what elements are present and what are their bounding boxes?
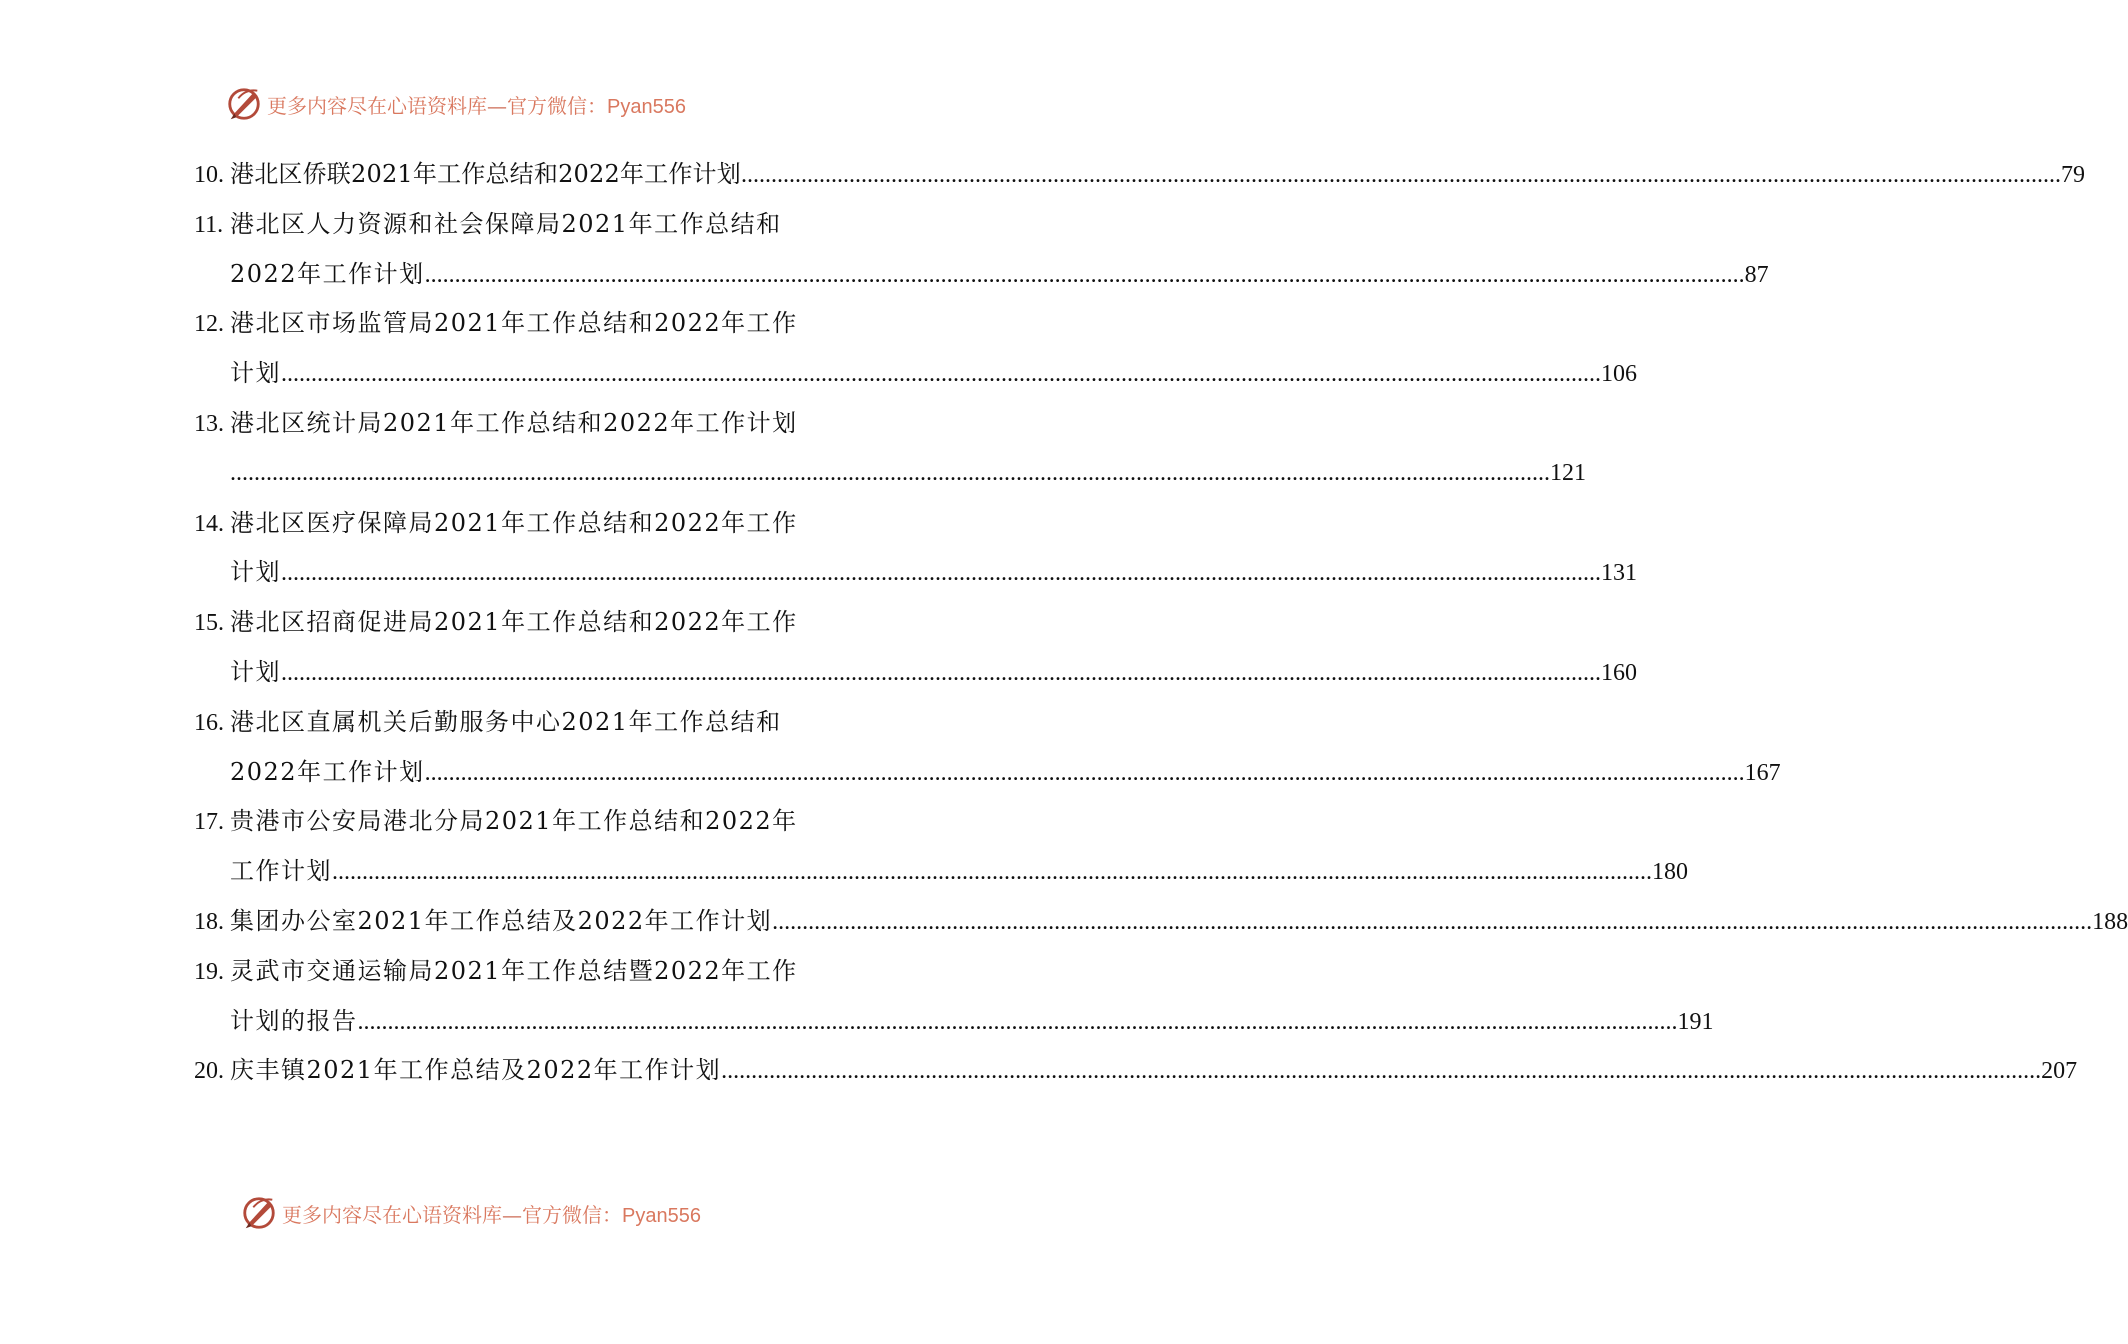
table-of-contents [194, 150, 2128, 1096]
toc-leader-dots [741, 151, 2061, 201]
toc-entry-title: 港北区侨联2021年工作总结和2022年工作计划 [230, 160, 741, 188]
footer-banner [240, 1193, 701, 1233]
toc-entry-page: 121 [1550, 459, 1586, 486]
toc-entry-18[interactable] [194, 897, 2128, 947]
header-banner [225, 84, 686, 124]
header-banner-title: 更多内容尽在心语资料库 [267, 93, 487, 118]
toc-entry-number: 19. [194, 958, 224, 985]
toc-entry-19-continuation[interactable] [194, 997, 1714, 1047]
toc-entry-number: 13. [194, 410, 224, 437]
toc-entry-title-cont: 计划 [230, 657, 281, 686]
toc-leader-dots [772, 898, 2092, 948]
toc-entry-title: 港北区人力资源和社会保障局2021年工作总结和 [230, 209, 782, 238]
toc-entry-page: 131 [1601, 560, 1637, 587]
toc-entry-number: 18. [194, 908, 224, 935]
toc-entry-page: 207 [2041, 1058, 2078, 1085]
toc-entry-17-continuation[interactable] [194, 847, 1688, 897]
toc-entry-title-cont: 计划的报告 [230, 1006, 358, 1035]
toc-entry-14-continuation[interactable] [194, 548, 1637, 598]
toc-entry-title-cont: 计划 [230, 558, 281, 587]
toc-entry-title: 港北区招商促进局2021年工作总结和2022年工作 [230, 608, 798, 637]
toc-entry-title: 集团办公室2021年工作总结及2022年工作计划 [230, 906, 773, 935]
toc-entry-page: 188 [2092, 908, 2128, 935]
toc-entry-13-continuation[interactable] [194, 449, 1586, 499]
footer-banner-dash: — [502, 1202, 522, 1227]
toc-entry-title-cont: 2022年工作计划 [230, 757, 425, 786]
toc-entry-title: 港北区市场监管局2021年工作总结和2022年工作 [230, 309, 798, 338]
toc-entry-page: 79 [2060, 162, 2085, 188]
toc-entry-title: 港北区统计局2021年工作总结和2022年工作计划 [230, 408, 798, 437]
footer-banner-code: Pyan556 [622, 1204, 701, 1227]
toc-entry-title: 港北区直属机关后勤服务中心2021年工作总结和 [230, 707, 782, 736]
toc-entry-15[interactable] [194, 598, 806, 648]
toc-entry-number: 20. [194, 1058, 224, 1085]
header-banner-label: 官方微信： [507, 93, 607, 118]
toc-entry-title: 港北区医疗保障局2021年工作总结和2022年工作 [230, 508, 798, 537]
toc-leader-dots [281, 350, 1601, 400]
footer-banner-text [282, 1199, 701, 1228]
toc-entry-title: 贵港市公安局港北分局2021年工作总结和2022年 [230, 807, 798, 836]
toc-entry-11-continuation[interactable] [194, 250, 1769, 300]
toc-entry-10[interactable] [194, 150, 2085, 200]
toc-entry-20[interactable] [194, 1046, 2078, 1096]
toc-entry-title-cont: 计划 [230, 359, 281, 388]
pen-logo-icon [240, 1194, 278, 1232]
toc-entry-number: 17. [194, 809, 224, 836]
toc-leader-dots [332, 848, 1652, 898]
toc-entry-14[interactable] [194, 499, 806, 549]
toc-entry-title-cont: 工作计划 [230, 857, 332, 886]
toc-entry-title-cont: 2022年工作计划 [230, 259, 425, 288]
toc-entry-page: 87 [1744, 261, 1769, 288]
toc-leader-dots [358, 998, 1678, 1048]
toc-entry-number: 16. [194, 709, 224, 736]
toc-entry-11[interactable] [194, 200, 806, 250]
toc-entry-page: 180 [1652, 859, 1688, 886]
toc-leader-dots [721, 1047, 2041, 1097]
toc-entry-12[interactable] [194, 299, 806, 349]
toc-entry-17[interactable] [194, 797, 806, 847]
pen-logo-icon [225, 85, 263, 123]
toc-entry-16[interactable] [194, 698, 806, 748]
header-banner-text [267, 90, 686, 119]
toc-entry-number: 10. [194, 162, 224, 188]
toc-leader-dots [230, 449, 1550, 499]
toc-entry-page: 191 [1677, 1008, 1714, 1035]
toc-entry-15-continuation[interactable] [194, 648, 1637, 698]
toc-entry-16-continuation[interactable] [194, 748, 1781, 798]
toc-entry-13[interactable] [194, 399, 806, 449]
toc-entry-number: 15. [194, 610, 224, 637]
toc-leader-dots [425, 251, 1745, 301]
toc-entry-page: 160 [1601, 659, 1637, 686]
toc-entry-number: 12. [194, 311, 224, 338]
toc-entry-title: 庆丰镇2021年工作总结及2022年工作计划 [230, 1056, 722, 1085]
header-banner-dash: — [487, 93, 507, 118]
toc-entry-page: 106 [1601, 361, 1637, 388]
toc-entry-number: 11. [194, 211, 224, 238]
toc-entry-title: 灵武市交通运输局2021年工作总结暨2022年工作 [230, 956, 798, 985]
toc-leader-dots [425, 749, 1745, 799]
toc-entry-19[interactable] [194, 947, 806, 997]
toc-leader-dots [281, 549, 1601, 599]
footer-banner-title: 更多内容尽在心语资料库 [282, 1202, 502, 1227]
header-banner-code: Pyan556 [607, 95, 686, 118]
toc-leader-dots [281, 649, 1601, 699]
footer-banner-label: 官方微信： [522, 1202, 622, 1227]
toc-entry-12-continuation[interactable] [194, 349, 1637, 399]
toc-entry-page: 167 [1744, 759, 1781, 786]
toc-entry-number: 14. [194, 510, 224, 537]
